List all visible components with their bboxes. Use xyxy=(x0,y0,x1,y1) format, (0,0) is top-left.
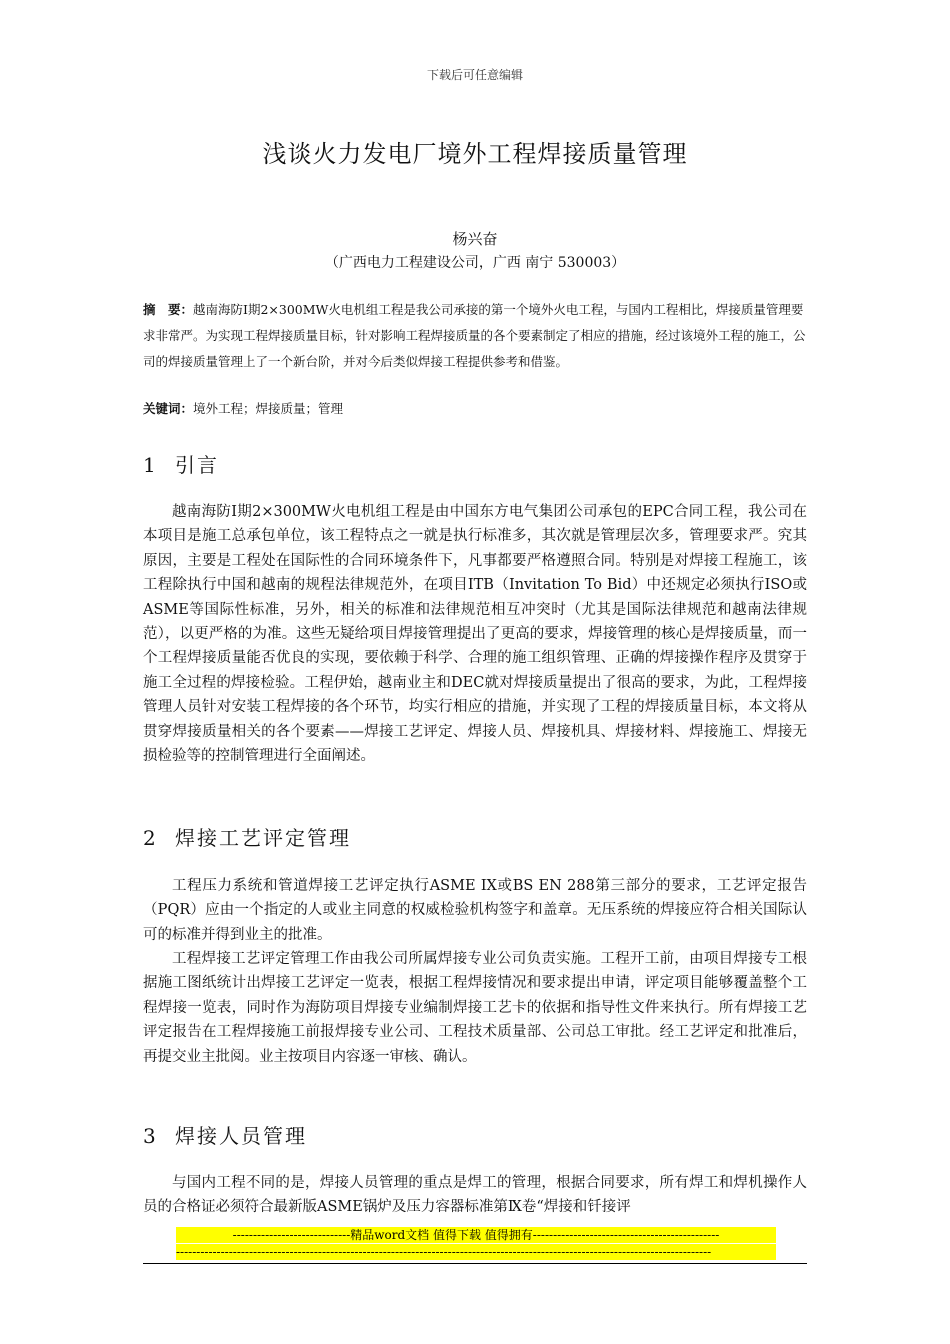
section-heading-3 xyxy=(143,1120,307,1149)
section-title: 焊接工艺评定管理 xyxy=(175,826,351,850)
section-heading-2 xyxy=(143,822,351,851)
section-title: 焊接人员管理 xyxy=(175,1124,307,1148)
paragraph: 工程焊接工艺评定管理工作由我公司所属焊接专业公司负责实施。工程开工前，由项目焊接专工根据施工图纸统计出焊接工艺评定一览表，根据工程焊接情况和要求提出申请，评定项目能够覆盖整个工程焊接一览表，同时作为海防项目焊接专业编制焊接工艺卡的依据和指导性文件来执行。所有焊接工艺评定报告在工程焊接施工前报焊接专业公司、工程技术质量部、公司总工审批。经工艺评定和批准后，再提交业主批阅。业主按项目内容逐一审核、确认。 xyxy=(143,951,807,1065)
section-number: 2 xyxy=(143,826,158,850)
abstract-block xyxy=(143,297,807,375)
footer-rule xyxy=(143,1263,807,1264)
author-name: 杨兴奋 xyxy=(452,230,498,248)
section-number: 1 xyxy=(143,453,158,477)
author-affiliation: （广西电力工程建设公司，广西 南宁 530003） xyxy=(324,255,626,271)
keywords-label: 关键词： xyxy=(143,401,194,416)
header-note: 下载后可任意编辑 xyxy=(426,68,523,82)
abstract-text: 越南海防Ⅰ期2×300MW火电机组工程是我公司承接的第一个境外火电工程，与国内工程相比，焊接质量管理要求非常严。为实现工程焊接质量目标，针对影响工程焊接质量的各个要素制定了相应的措施，经过该境外工程的施工，公司的焊接质量管理上了一个新台阶，并对今后类似焊接工程提供参考和借鉴。 xyxy=(143,302,806,369)
section-title: 引言 xyxy=(175,453,219,477)
footer-dashes: ------------------------------------------------------------------------------------------------------------------------------------ xyxy=(176,1244,776,1260)
keywords-text: 境外工程；焊接质量；管理 xyxy=(193,401,344,416)
section-heading-1 xyxy=(143,449,219,478)
keywords-block xyxy=(143,396,807,422)
paragraph: 与国内工程不同的是，焊接人员管理的重点是焊工的管理，根据合同要求，所有焊工和焊机操作人员的合格证必须符合最新版ASME锅炉及压力容器标准第Ⅸ卷“焊接和钎接评 xyxy=(143,1175,807,1216)
paragraph: 越南海防Ⅰ期2×300MW火电机组工程是由中国东方电气集团公司承包的EPC合同工程，我公司在本项目是施工总承包单位，该工程特点之一就是执行标准多，其次就是管理层次多，管理要求严。究其原因，主要是工程处在国际性的合同环境条件下，凡事都要严格遵照合同。特别是对焊接工程施工，该工程除执行中国和越南的规程法律规范外，在项目ITB（Invitation To Bid）中还规定必须执行ISO或ASME等国际性标准，另外，相关的标准和法律规范相互冲突时（尤其是国际法律规范和越南法律规范），以更严格的为准。这些无疑给项目焊接管理提出了更高的要求，焊接管理的核心是焊接质量，而一个工程焊接质量能否优良的实现，要依赖于科学、合理的施工组织管理、正确的焊接操作程序及贯穿于施工全过程的焊接检验。工程伊始，越南业主和DEC就对焊接质量提出了很高的要求，为此，工程焊接管理人员针对安装工程焊接的各个环节，均实行相应的措施，并实现了工程的焊接质量目标，本文将从贯穿焊接质量相关的各个要素——焊接工艺评定、焊接人员、焊接机具、焊接材料、焊接施工、焊接无损检验等的控制管理进行全面阐述。 xyxy=(143,504,807,765)
paragraph: 工程压力系统和管道焊接工艺评定执行ASME IX或BS EN 288第三部分的要求，工艺评定报告（PQR）应由一个指定的人或业主同意的权威检验机构签字和盖章。无压系统的焊接应符合相关国际认可的标准并得到业主的批准。 xyxy=(143,878,807,943)
section-number: 3 xyxy=(143,1124,158,1148)
footer-banner: -----------------------------精品word文档 值得下载 值得拥有---------------------------------------------- xyxy=(176,1227,776,1243)
abstract-label: 摘 要： xyxy=(143,302,194,317)
document-title: 浅谈火力发电厂境外工程焊接质量管理 xyxy=(262,140,688,168)
